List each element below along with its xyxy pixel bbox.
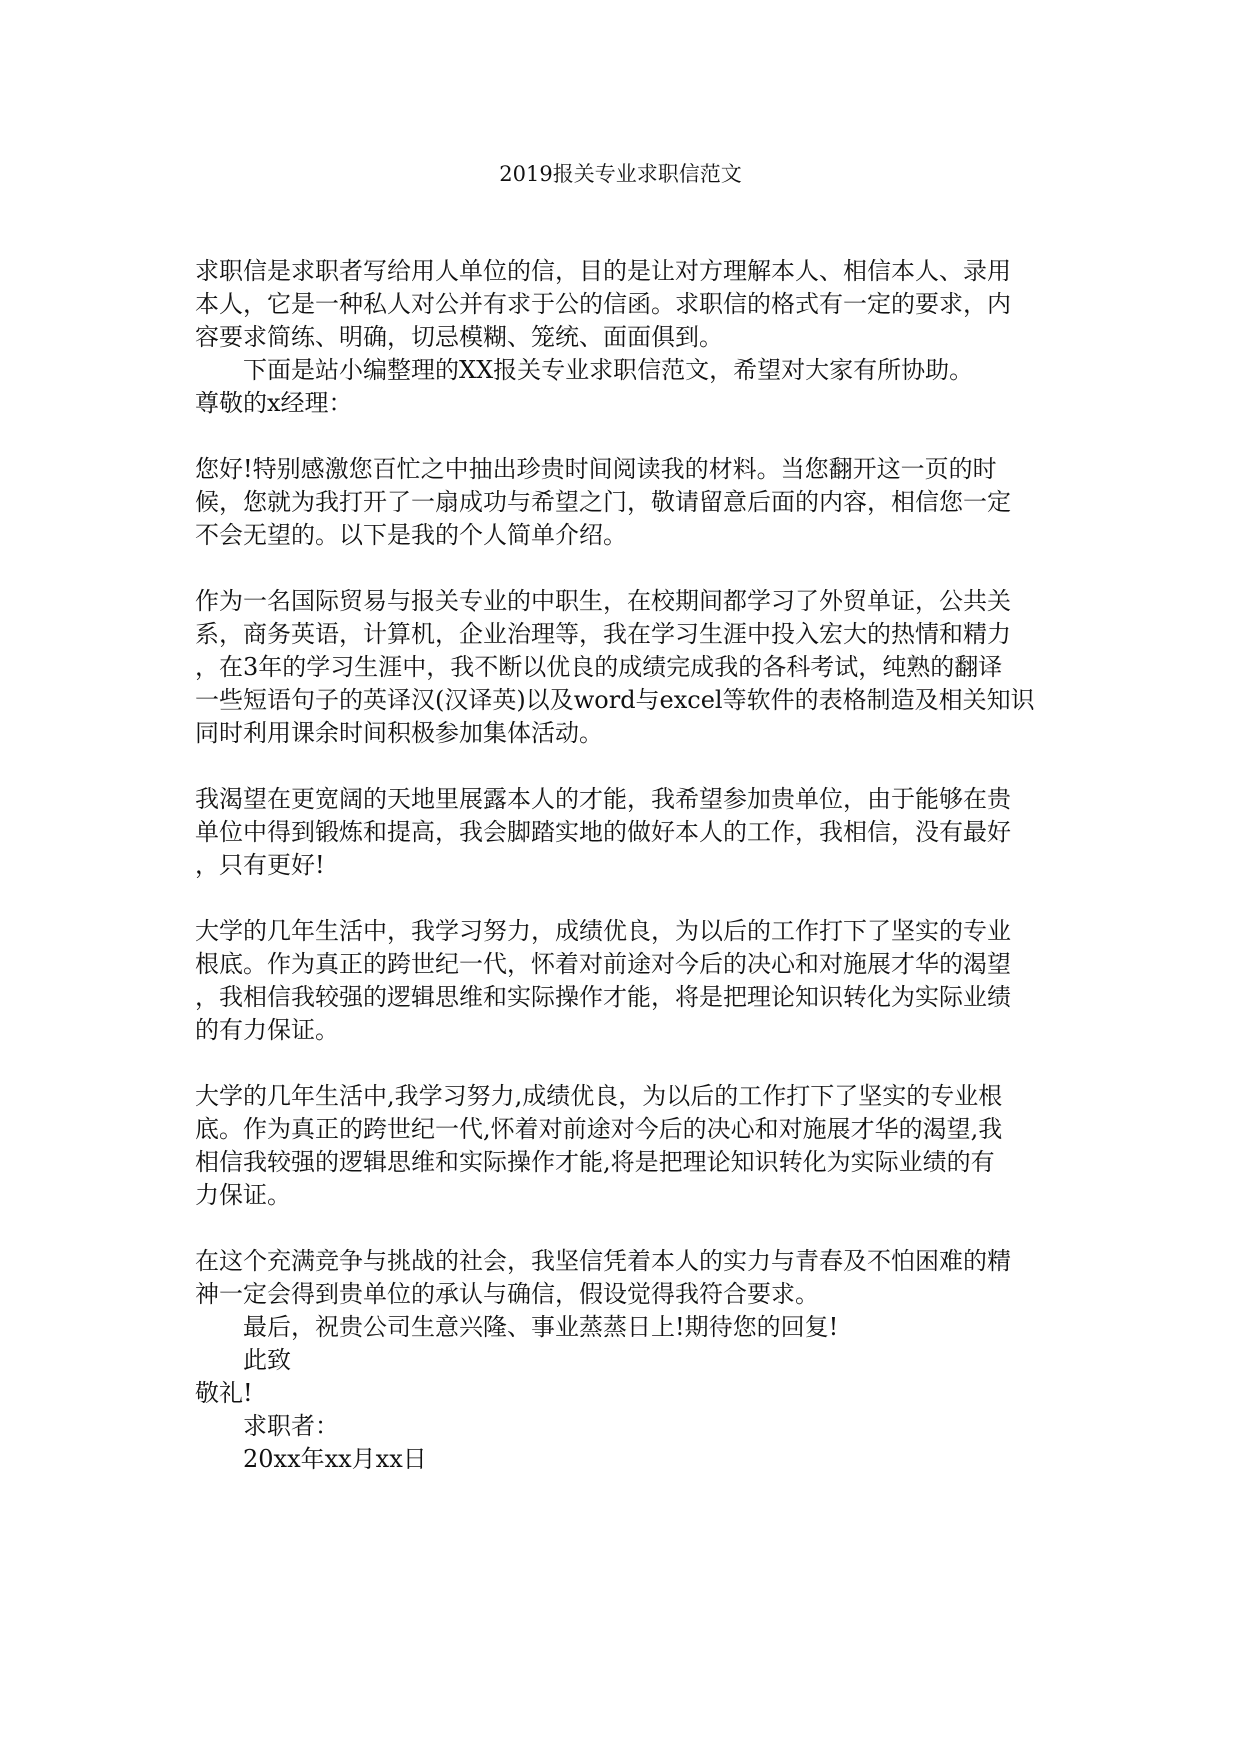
paragraph-3-line: 我渴望在更宽阔的天地里展露本人的才能，我希望参加贵单位，由于能够在贵 bbox=[195, 785, 1011, 813]
jingli: 敬礼! bbox=[195, 1379, 253, 1407]
paragraph-gap bbox=[195, 1212, 1046, 1245]
closing-wish: 最后，祝贵公司生意兴隆、事业蒸蒸日上!期待您的回复! bbox=[243, 1313, 839, 1341]
letter-body bbox=[195, 255, 1046, 1476]
paragraph-4-line: ，我相信我较强的逻辑思维和实际操作才能，将是把理论知识转化为实际业绩 bbox=[195, 983, 1011, 1011]
intro-line: 容要求简练、明确，切忌模糊、笼统、面面俱到。 bbox=[195, 323, 723, 351]
salutation: 尊敬的x经理： bbox=[195, 389, 353, 417]
paragraph-3-line: ，只有更好! bbox=[195, 851, 325, 879]
cizhi: 此致 bbox=[243, 1346, 291, 1374]
paragraph-2-line: 同时利用课余时间积极参加集体活动。 bbox=[195, 719, 603, 747]
paragraph-4-line: 的有力保证。 bbox=[195, 1016, 339, 1044]
paragraph-gap bbox=[195, 882, 1046, 915]
paragraph-2-line: 一些短语句子的英译汉(汉译英)以及word与excel等软件的表格制造及相关知识 bbox=[195, 686, 1035, 714]
intro-line: 本人，它是一种私人对公并有求于公的信函。求职信的格式有一定的要求，内 bbox=[195, 290, 1011, 318]
paragraph-6-line: 在这个充满竞争与挑战的社会，我坚信凭着本人的实力与青春及不怕困难的精 bbox=[195, 1247, 1011, 1275]
paragraph-5-line: 大学的几年生活中,我学习努力,成绩优良，为以后的工作打下了坚实的专业根 bbox=[195, 1082, 1003, 1110]
intro-line: 求职信是求职者写给用人单位的信，目的是让对方理解本人、相信本人、录用 bbox=[195, 257, 1011, 285]
signature-date: 20xx年xx月xx日 bbox=[243, 1445, 427, 1473]
paragraph-6-line: 神一定会得到贵单位的承认与确信，假设觉得我符合要求。 bbox=[195, 1280, 819, 1308]
paragraph-2-line: ，在3年的学习生涯中，我不断以优良的成绩完成我的各科考试，纯熟的翻译 bbox=[195, 653, 1003, 681]
lead-line: 下面是站小编整理的XX报关专业求职信范文，希望对大家有所协助。 bbox=[243, 356, 974, 384]
paragraph-2-line: 作为一名国际贸易与报关专业的中职生，在校期间都学习了外贸单证，公共关 bbox=[195, 587, 1011, 615]
paragraph-5-line: 力保证。 bbox=[195, 1181, 291, 1209]
paragraph-1-line: 您好!特别感激您百忙之中抽出珍贵时间阅读我的材料。当您翻开这一页的时 bbox=[195, 455, 997, 483]
document-title: 2019报关专业求职信范文 bbox=[499, 162, 742, 186]
paragraph-gap bbox=[195, 420, 1046, 453]
paragraph-gap bbox=[195, 1047, 1046, 1080]
paragraph-2-line: 系，商务英语，计算机，企业治理等，我在学习生涯中投入宏大的热情和精力 bbox=[195, 620, 1011, 648]
paragraph-gap bbox=[195, 552, 1046, 585]
paragraph-3-line: 单位中得到锻炼和提高，我会脚踏实地的做好本人的工作，我相信，没有最好 bbox=[195, 818, 1011, 846]
paragraph-1-line: 不会无望的。以下是我的个人简单介绍。 bbox=[195, 521, 627, 549]
paragraph-4-line: 大学的几年生活中，我学习努力，成绩优良，为以后的工作打下了坚实的专业 bbox=[195, 917, 1011, 945]
paragraph-5-line: 底。作为真正的跨世纪一代,怀着对前途对今后的决心和对施展才华的渴望,我 bbox=[195, 1115, 1003, 1143]
paragraph-4-line: 根底。作为真正的跨世纪一代，怀着对前途对今后的决心和对施展才华的渴望 bbox=[195, 950, 1011, 978]
paragraph-gap bbox=[195, 750, 1046, 783]
paragraph-5-line: 相信我较强的逻辑思维和实际操作才能,将是把理论知识转化为实际业绩的有 bbox=[195, 1148, 995, 1176]
signer-label: 求职者： bbox=[243, 1412, 339, 1440]
paragraph-1-line: 候，您就为我打开了一扇成功与希望之门，敬请留意后面的内容，相信您一定 bbox=[195, 488, 1011, 516]
